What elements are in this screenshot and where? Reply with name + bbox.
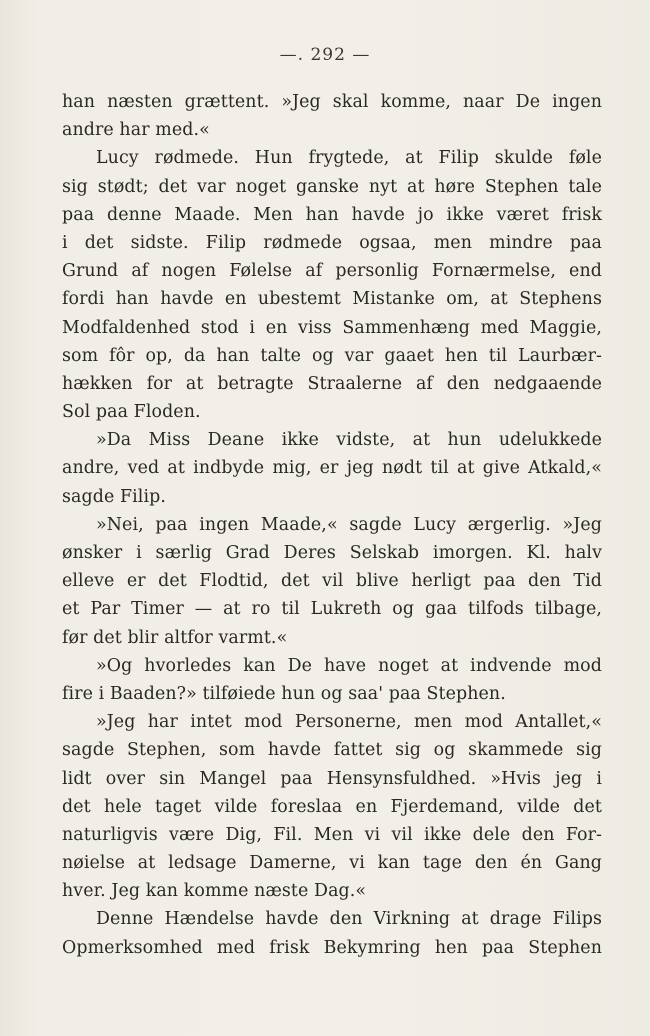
text-line: et Par Timer — at ro til Lukreth og gaa tilfods tilbage, xyxy=(62,599,602,620)
text-line: sagde Filip. xyxy=(62,486,166,507)
text-line: »Jeg har intet mod Personerne, men mod Antallet,« xyxy=(96,712,602,733)
text-line: »Da Miss Deane ikke vidste, at hun udelukkede xyxy=(96,430,602,451)
text-line: »Nei, paa ingen Maade,« sagde Lucy ærgerlig. »Jeg xyxy=(96,514,602,535)
text-line: sagde Stephen, som havde fattet sig og skammede sig xyxy=(62,740,602,761)
text-line: andre har med.« xyxy=(62,120,210,141)
text-line: i det sidste. Filip rødmede ogsaa, men mindre paa xyxy=(62,232,602,253)
text-line: »Og hvorledes kan De have noget at indvende mod xyxy=(96,655,602,676)
text-line: Grund af nogen Følelse af personlig Fornærmelse, end xyxy=(62,261,602,282)
text-line: sig stødt; det var noget ganske nyt at høre Stephen tale xyxy=(62,176,602,197)
text-line: Denne Hændelse havde den Virkning at drage Filips xyxy=(96,909,602,930)
text-line: det hele taget vilde foreslaa en Fjerdemand, vilde det xyxy=(62,796,602,817)
text-line: lidt over sin Mangel paa Hensynsfuldhed. »Hvis jeg i xyxy=(62,768,602,789)
text-line: fordi han havde en ubestemt Mistanke om, at Stephens xyxy=(62,289,602,310)
text-line: nøielse at ledsage Damerne, vi kan tage den én Gang xyxy=(62,853,602,874)
text-line: før det blir altfor varmt.« xyxy=(62,627,288,648)
text-line: Lucy rødmede. Hun frygtede, at Filip skulde føle xyxy=(96,148,602,169)
text-line: Sol paa Floden. xyxy=(62,402,201,423)
text-line: som fôr op, da han talte og var gaaet hen til Laurbær- xyxy=(62,345,602,366)
text-line: elleve er det Flodtid, det vil blive herligt paa den Tid xyxy=(62,571,602,592)
text-line: Modfaldenhed stod i en viss Sammenhæng med Maggie, xyxy=(62,317,602,338)
body-text xyxy=(62,88,602,962)
text-line: paa denne Maade. Men han havde jo ikke været frisk xyxy=(62,204,602,225)
text-line: naturligvis være Dig, Fil. Men vi vil ikke dele den For- xyxy=(62,824,602,845)
text-line: ønsker i særlig Grad Deres Selskab imorgen. Kl. halv xyxy=(62,543,602,563)
text-line: hækken for at betragte Straalerne af den nedgaaende xyxy=(62,373,602,394)
text-line: Opmerksomhed med frisk Bekymring hen paa Stephen xyxy=(62,937,602,958)
text-line: fire i Baaden?» tilføiede hun og saa' paa Stephen. xyxy=(62,683,506,704)
text-line: han næsten grættent. »Jeg skal komme, naar De ingen xyxy=(62,92,602,112)
text-line: hver. Jeg kan komme næste Dag.« xyxy=(62,881,367,902)
page-number: —. 292 — xyxy=(279,45,371,65)
text-line: andre, ved at indbyde mig, er jeg nødt til at give Atkald,« xyxy=(62,458,602,479)
